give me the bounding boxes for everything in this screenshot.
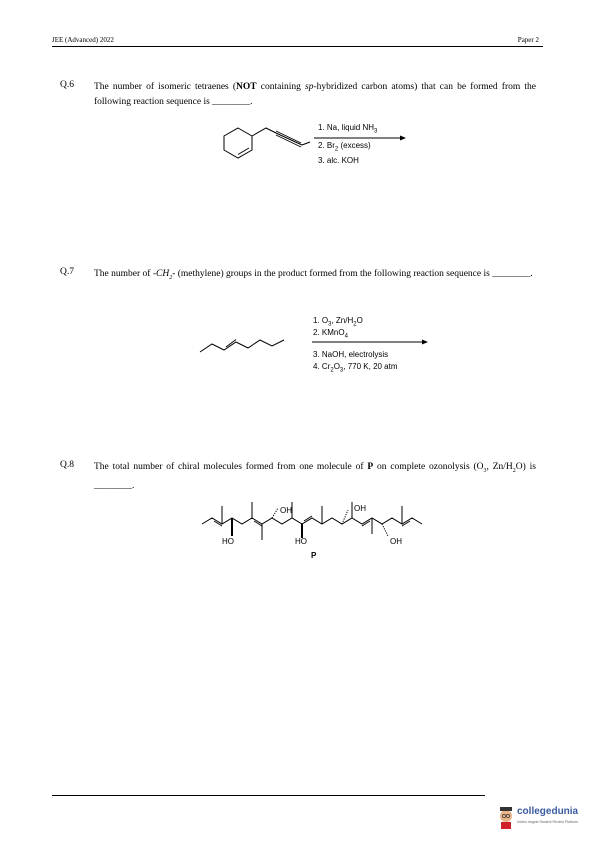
backbone-chain [202, 518, 422, 524]
oh-label: OH [280, 506, 292, 515]
paper-number: Paper 2 [517, 36, 539, 44]
brand-tagline: India's largest Student Review Platform [517, 820, 578, 824]
oh-label: HO [222, 537, 234, 546]
oh-label: OH [390, 537, 402, 546]
q8-number: Q.8 [60, 460, 74, 470]
terminal-methyl [302, 142, 310, 145]
brand-name: collegedunia [517, 806, 579, 817]
oh-label: OH [354, 504, 366, 513]
cyclohexene-ring [224, 128, 252, 158]
oh-label: HO [295, 537, 307, 546]
dash-bond [272, 508, 278, 518]
q8-text: The total number of chiral molecules formed from one molecule of P on complete ozonolysis ($O_3$, $Zn/H_2O$) is ________. [94, 462, 536, 491]
q7-number: Q.7 [60, 267, 74, 277]
q6-reagent-2: 2. $Br_2$ (excess) [318, 141, 371, 153]
q6-reagent-1: 1. Na, liquid $NH_3$ [318, 123, 378, 135]
q7-reagent-3: 3. NaOH, electrolysis [313, 350, 389, 359]
brand-logo [497, 802, 592, 834]
arrow-head [422, 340, 428, 345]
q7-reagent-2: 2. KMnO$_4$ [313, 328, 348, 340]
q7-reagent-1: 1. $O_3$, $Zn/H_2O$ [313, 316, 363, 328]
q6-reagent-3: 3. alc. KOH [318, 156, 359, 165]
q7-reagent-4: 4. $Cr_2O_3$, 770 K, 20 atm [313, 362, 398, 374]
alkene-chain [200, 340, 284, 352]
molecule-label-p: P [311, 551, 317, 560]
q6-text: The number of isomeric tetraenes (NOT containing sp-hybridized carbon atoms) that can be formed from the following reaction sequence is ________. [94, 82, 536, 107]
q6-number: Q.6 [60, 80, 74, 90]
mascot-icon [497, 804, 515, 830]
side-chain [252, 128, 302, 145]
q7-text: The number of $-CH_2-$ (methylene) groups in the product formed from the following reaction sequence is ________. [94, 269, 533, 281]
header-rule [52, 46, 543, 47]
arrow-head [400, 136, 406, 141]
dash-bond [382, 524, 388, 536]
exam-title: JEE (Advanced) 2022 [52, 36, 114, 44]
ring-double-bond [238, 148, 249, 155]
footer-rule [52, 795, 485, 796]
